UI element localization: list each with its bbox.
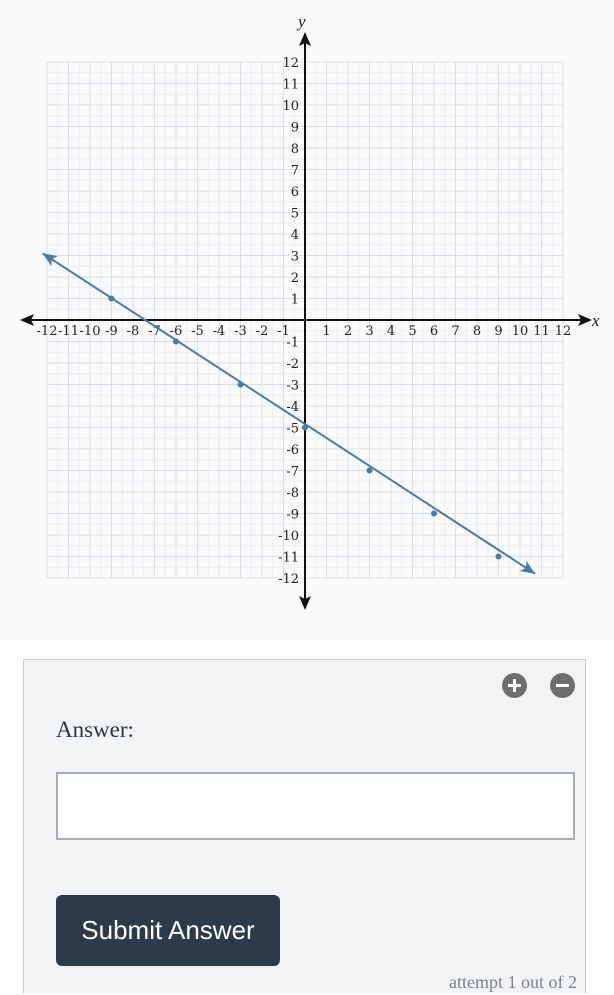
line-point [173, 339, 179, 345]
plotted-line [43, 253, 535, 573]
x-tick-label: -7 [148, 324, 161, 339]
x-tick-label: 8 [472, 324, 482, 339]
y-tick-label: 9 [290, 120, 299, 136]
collapse-button[interactable] [550, 673, 575, 698]
y-tick-label: -9 [286, 507, 299, 523]
x-tick-label: -1 [277, 324, 290, 339]
y-tick-label: 11 [282, 77, 299, 93]
y-tick-label: -11 [278, 550, 299, 566]
y-tick-label: 5 [290, 206, 299, 222]
x-tick-label: -8 [126, 324, 140, 339]
y-tick-label: -6 [286, 443, 299, 458]
y-tick-label: -12 [278, 572, 299, 587]
x-tick-label: 3 [365, 324, 374, 339]
answer-input[interactable] [56, 772, 575, 840]
expand-button[interactable] [502, 673, 527, 698]
line-point [431, 511, 437, 517]
x-tick-label: 2 [343, 324, 353, 339]
x-tick-label: 7 [451, 324, 460, 339]
y-tick-label: 12 [282, 56, 299, 71]
x-tick-label: 9 [494, 324, 503, 339]
y-tick-label: 6 [290, 185, 299, 200]
y-tick-label: 4 [290, 228, 299, 243]
y-tick-label: -1 [286, 335, 299, 351]
y-tick-label: 8 [290, 142, 299, 157]
y-tick-label: 2 [290, 271, 299, 286]
y-tick-label: -5 [286, 421, 299, 437]
line-point [496, 554, 502, 560]
x-tick-label: 6 [429, 324, 439, 339]
x-tick-label: -6 [169, 324, 183, 339]
y-tick-label: -4 [286, 400, 299, 415]
y-tick-label: -3 [286, 378, 299, 394]
minus-circle-icon [556, 679, 569, 692]
x-tick-label: -2 [255, 324, 269, 339]
y-tick-label: 1 [290, 292, 299, 308]
x-tick-label: -9 [105, 324, 118, 339]
x-tick-label: -10 [79, 324, 101, 339]
answer-panel [23, 659, 586, 993]
answer-label: Answer: [56, 717, 134, 742]
x-tick-label: 5 [408, 324, 417, 339]
axes [20, 32, 592, 610]
x-tick-label: 12 [554, 324, 572, 339]
y-tick-label: 3 [290, 249, 299, 265]
x-tick-label: -3 [234, 324, 247, 339]
line-point [109, 296, 115, 302]
line-point [238, 382, 244, 388]
tick-labels [37, 56, 572, 587]
y-tick-label: -2 [286, 357, 299, 372]
x-tick-label: -12 [36, 324, 58, 339]
y-tick-label: -8 [286, 486, 299, 501]
y-axis-label: y [298, 12, 306, 31]
x-tick-label: -5 [191, 324, 204, 339]
line-point [302, 425, 308, 431]
plus-circle-icon [508, 679, 521, 692]
x-tick-label: 1 [322, 324, 331, 339]
x-axis-label: x [592, 311, 600, 330]
series-line [43, 253, 535, 573]
x-tick-label: 11 [533, 324, 550, 339]
attempt-counter: attempt 1 out of 2 [449, 972, 577, 992]
submit-answer-button[interactable]: Submit Answer [56, 895, 280, 966]
y-tick-label: -7 [286, 464, 299, 480]
x-tick-label: -11 [58, 324, 79, 339]
y-tick-label: 7 [290, 163, 299, 179]
y-tick-label: 10 [282, 99, 299, 114]
x-tick-label: -4 [212, 324, 226, 339]
line-point [367, 468, 373, 474]
y-tick-label: -10 [278, 529, 299, 544]
x-tick-label: 4 [386, 324, 396, 339]
x-tick-label: 10 [511, 324, 529, 339]
